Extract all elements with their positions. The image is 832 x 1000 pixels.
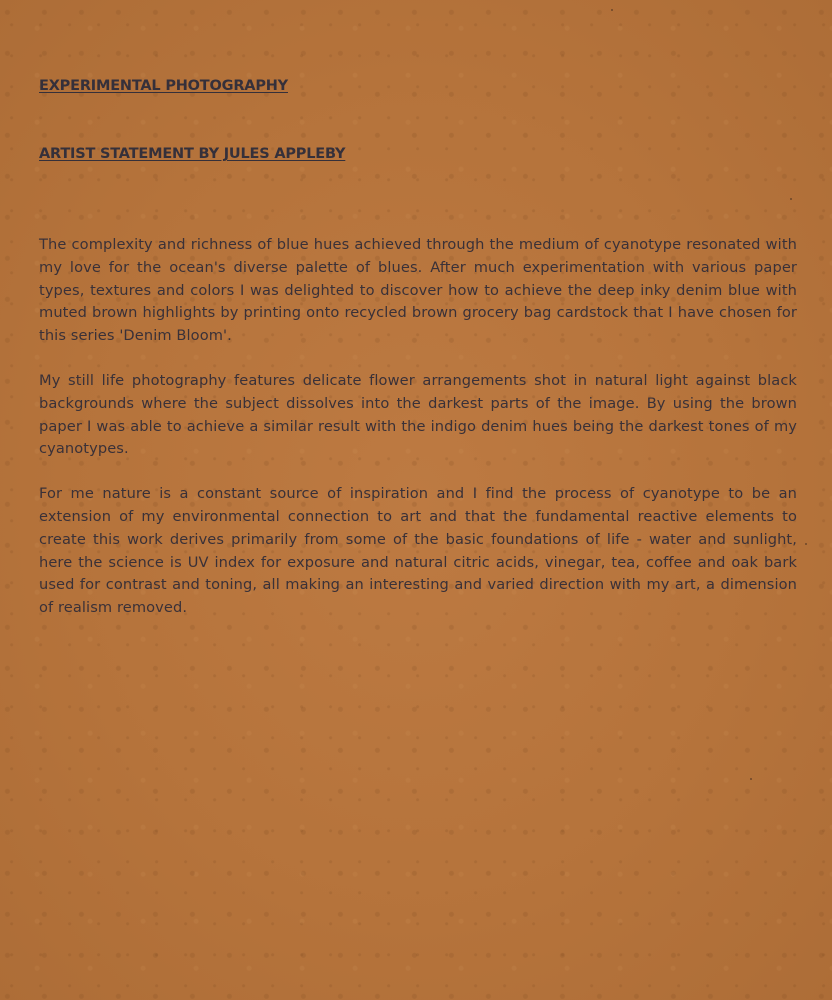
paper-fleck xyxy=(611,9,613,11)
statement-body xyxy=(39,234,797,642)
paper-fleck xyxy=(790,198,792,200)
statement-heading: ARTIST STATEMENT BY JULES APPLEBY xyxy=(39,146,346,162)
paragraph-cyanotype-blues: The complexity and richness of blue hues achieved through the medium of cyanotype resonated with my love for the ocean's diverse palette of blues. After much experimentation with various paper types, textures and colors I was delighted to discover how to achieve the deep inky denim blue with muted brown highlights by printing onto recycled brown grocery bag cardstock that I have chosen for this series 'Denim Bloom'. xyxy=(39,236,797,345)
section-heading: EXPERIMENTAL PHOTOGRAPHY xyxy=(39,78,288,94)
paper-fleck xyxy=(805,543,807,545)
paper-fleck xyxy=(750,778,752,780)
artist-statement-page xyxy=(39,0,797,1000)
paragraph-still-life: My still life photography features delicate flower arrangements shot in natural light against black backgrounds where the subject dissolves into the darkest parts of the image. By using the brown paper I was able to achieve a similar result with the indigo denim hues being the darkest tones of my cyanotypes. xyxy=(39,371,797,458)
paragraph-nature-inspiration: For me nature is a constant source of inspiration and I find the process of cyanotype to be an extension of my environmental connection to art and that the fundamental reactive elements to create this work derives primarily from some of the basic foundations of life - water and sunlight, here the science is UV index for exposure and natural citric acids, vinegar, tea, coffee and oak bark used for contrast and toning, all making an interesting and varied direction with my art, a dimension of realism removed. xyxy=(39,485,797,617)
